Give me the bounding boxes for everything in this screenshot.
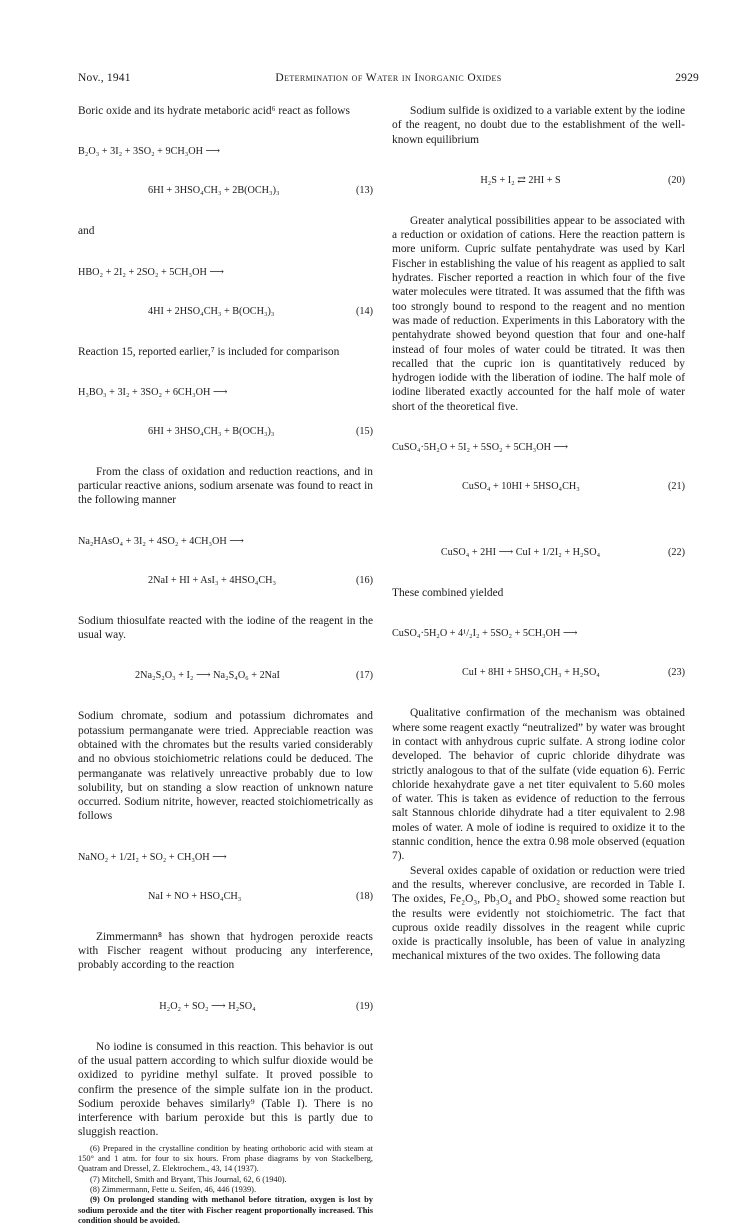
footnote-8: (8) Zimmermann, Fette u. Seifen, 46, 446 (1939).	[90, 1184, 257, 1194]
equation-14: HBO₂ + 2I₂ + 2SO₂ + 5CH₃OH ⟶ 4HI + 2HSO₄CH₃ + B(OCH₃)₃ (14)	[78, 266, 373, 317]
equation-21: CuSO₄·5H₂O + 5I₂ + 5SO₂ + 5CH₃OH ⟶ CuSO₄ + 10HI + 5HSO₄CH₃ (21)	[392, 442, 685, 493]
equation-19: H₂O₂ + SO₂ ⟶ H₂SO₄ (19)	[159, 1000, 373, 1012]
paragraph: Greater analytical possibilities appear to be associated with a reduction or oxidation of cations. Here the reaction pattern is more uniform. Cupric sulfate pentahydrate was used by Karl Fischer in establishing the value of his reagent as applied to salt hydrates. Fischer reported a reaction in which four of the five water molecules were titrated. It was assumed that the fifth was too strongly bound to respond to the reagent and no mention was made of reduction. Experiments in this Laboratory with the pentahydrate showed beyond question that four and one-half instead of four moles of water could be titrated. It was then recalled that the cupric ion is quantitatively reduced by hydrogen iodide with the liberation of iodine. The half mole of iodine liberated exactly accounted for the half mole of water short of the theoretical five.	[392, 214, 685, 413]
equation-18: NaNO₂ + 1/2I₂ + SO₂ + CH₃OH ⟶ NaI + NO + HSO₄CH₃ (18)	[78, 851, 373, 902]
equation-20: H₂S + I₂ ⇄ 2HI + S (20)	[480, 174, 685, 186]
footnote-9: (9) On prolonged standing with methanol before titration, oxygen is lost by sodium peroxide and the titer with Fischer reagent proportionally increased. This condition should be avoided.	[78, 1195, 373, 1225]
equation-22: CuSO₄ + 2HI ⟶ CuI + 1/2I₂ + H₂SO₄ (22)	[440, 547, 685, 559]
paragraph: Sodium thiosulfate reacted with the iodine of the reagent in the usual way.	[78, 614, 373, 642]
paragraph: Reaction 15, reported earlier,⁷ is included for comparison	[78, 345, 340, 358]
equation-13: B₂O₃ + 3I₂ + 3SO₂ + 9CH₃OH ⟶ 6HI + 3HSO₄CH₃ + 2B(OCH₃)₃ (13)	[78, 146, 373, 197]
paragraph: Boric oxide and its hydrate metaboric acid⁶ react as follows	[78, 105, 350, 117]
paragraph: Sodium sulfide is oxidized to a variable extent by the iodine of the reagent, no doubt due to the establishment of the well-known equilibrium	[392, 105, 685, 146]
footnotes	[78, 1144, 373, 1226]
paragraph: No iodine is consumed in this reaction. This behavior is out of the usual pattern according to which sulfur dioxide would be oxidized to pyridine methyl sulfate. It proved possible to confirm the presence of the simple sulfate ion in the product. Sodium peroxide behaves similarly⁹ (Table I). There is no interference with barium peroxide but this is partly due to sluggish reaction.	[78, 1040, 373, 1139]
running-header	[78, 72, 699, 88]
left-column	[78, 104, 373, 1226]
equation-23: CuSO₄·5H₂O + 4¹/₂I₂ + 5SO₂ + 5CH₃OH ⟶ CuI + 8HI + 5HSO₄CH₃ + H₂SO₄ (23)	[392, 628, 685, 679]
footnote-7: (7) Mitchell, Smith and Bryant, This Journal, 62, 6 (1940).	[90, 1174, 287, 1184]
paragraph: From the class of oxidation and reduction reactions, and in particular reactive anions, sodium arsenate was found to react in the following manner	[78, 465, 373, 507]
page-number: 2929	[675, 72, 699, 84]
paragraph: Several oxides capable of oxidation or reduction were tried and the results, wherever conclusive, are recorded in Table I. The oxides, Fe₂O₃, Pb₃O₄ and PbO₂ showed some reaction but the results were evidently not stoichiometric. The fact that cuprous oxide readily dissolves in the reagent while cupric oxide is practically insoluble, has been of value in analyzing mechanical mixtures of the two oxides. The following data	[392, 864, 685, 963]
connector-text: and	[78, 225, 95, 238]
paragraph: Zimmermann⁸ has shown that hydrogen peroxide reacts with Fischer reagent without producing any interference, probably according to the reaction	[78, 930, 373, 972]
issue-date: Nov., 1941	[78, 72, 131, 84]
equation-17: 2Na₂S₂O₃ + I₂ ⟶ Na₂S₄O₆ + 2NaI (17)	[135, 670, 373, 682]
paragraph: These combined yielded	[392, 587, 504, 600]
footnote-6: (6) Prepared in the crystalline condition by heating orthoboric acid with steam at 150° and 1 atm. for four to six hours. From phase diagrams by von Stackelberg, Quatram and Dressel, Z. Elektrochem., 43, 14 (1937).	[78, 1143, 373, 1174]
running-title: Determination of Water in Inorganic Oxides	[275, 72, 502, 84]
right-column	[392, 104, 685, 964]
equation-16: Na₂HAsO₄ + 3I₂ + 4SO₂ + 4CH₃OH ⟶ 2NaI + HI + AsI₃ + 4HSO₄CH₃ (16)	[78, 535, 373, 586]
paragraph: Qualitative confirmation of the mechanism was obtained where some reagent exactly “neutralized” by water was brought in contact with anhydrous cupric sulfate. A strong iodine color developed. The behavior of cupric chloride dihydrate was strictly analogous to that of the sulfate (vide equation 6). Ferric chloride hexahydrate gave a net titer equivalent to 5.60 moles of water. This is taken as evidence of reduction to the ferrous salt Stannous chloride dihydrate had a titer equivalent to 2.98 moles of water. A mole of iodine is required to oxidize it to the stannic condition, hence the extra 0.98 mole observed (equation 7).	[392, 707, 685, 863]
equation-15: H₃BO₃ + 3I₂ + 3SO₂ + 6CH₃OH ⟶ 6HI + 3HSO₄CH₃ + B(OCH₃)₃ (15)	[78, 386, 373, 437]
paragraph: Sodium chromate, sodium and potassium dichromates and potassium permanganate were tried. Appreciable reaction was obtained with the chromates but the results varied considerably and no obvious stoichiometric relations could be deduced. The permanganate was relatively unreactive probably due to low solubility, but on standing a slow reaction of unknown nature occurred. Sodium nitrite, however, reacted stoichiometrically as follows	[78, 710, 373, 823]
